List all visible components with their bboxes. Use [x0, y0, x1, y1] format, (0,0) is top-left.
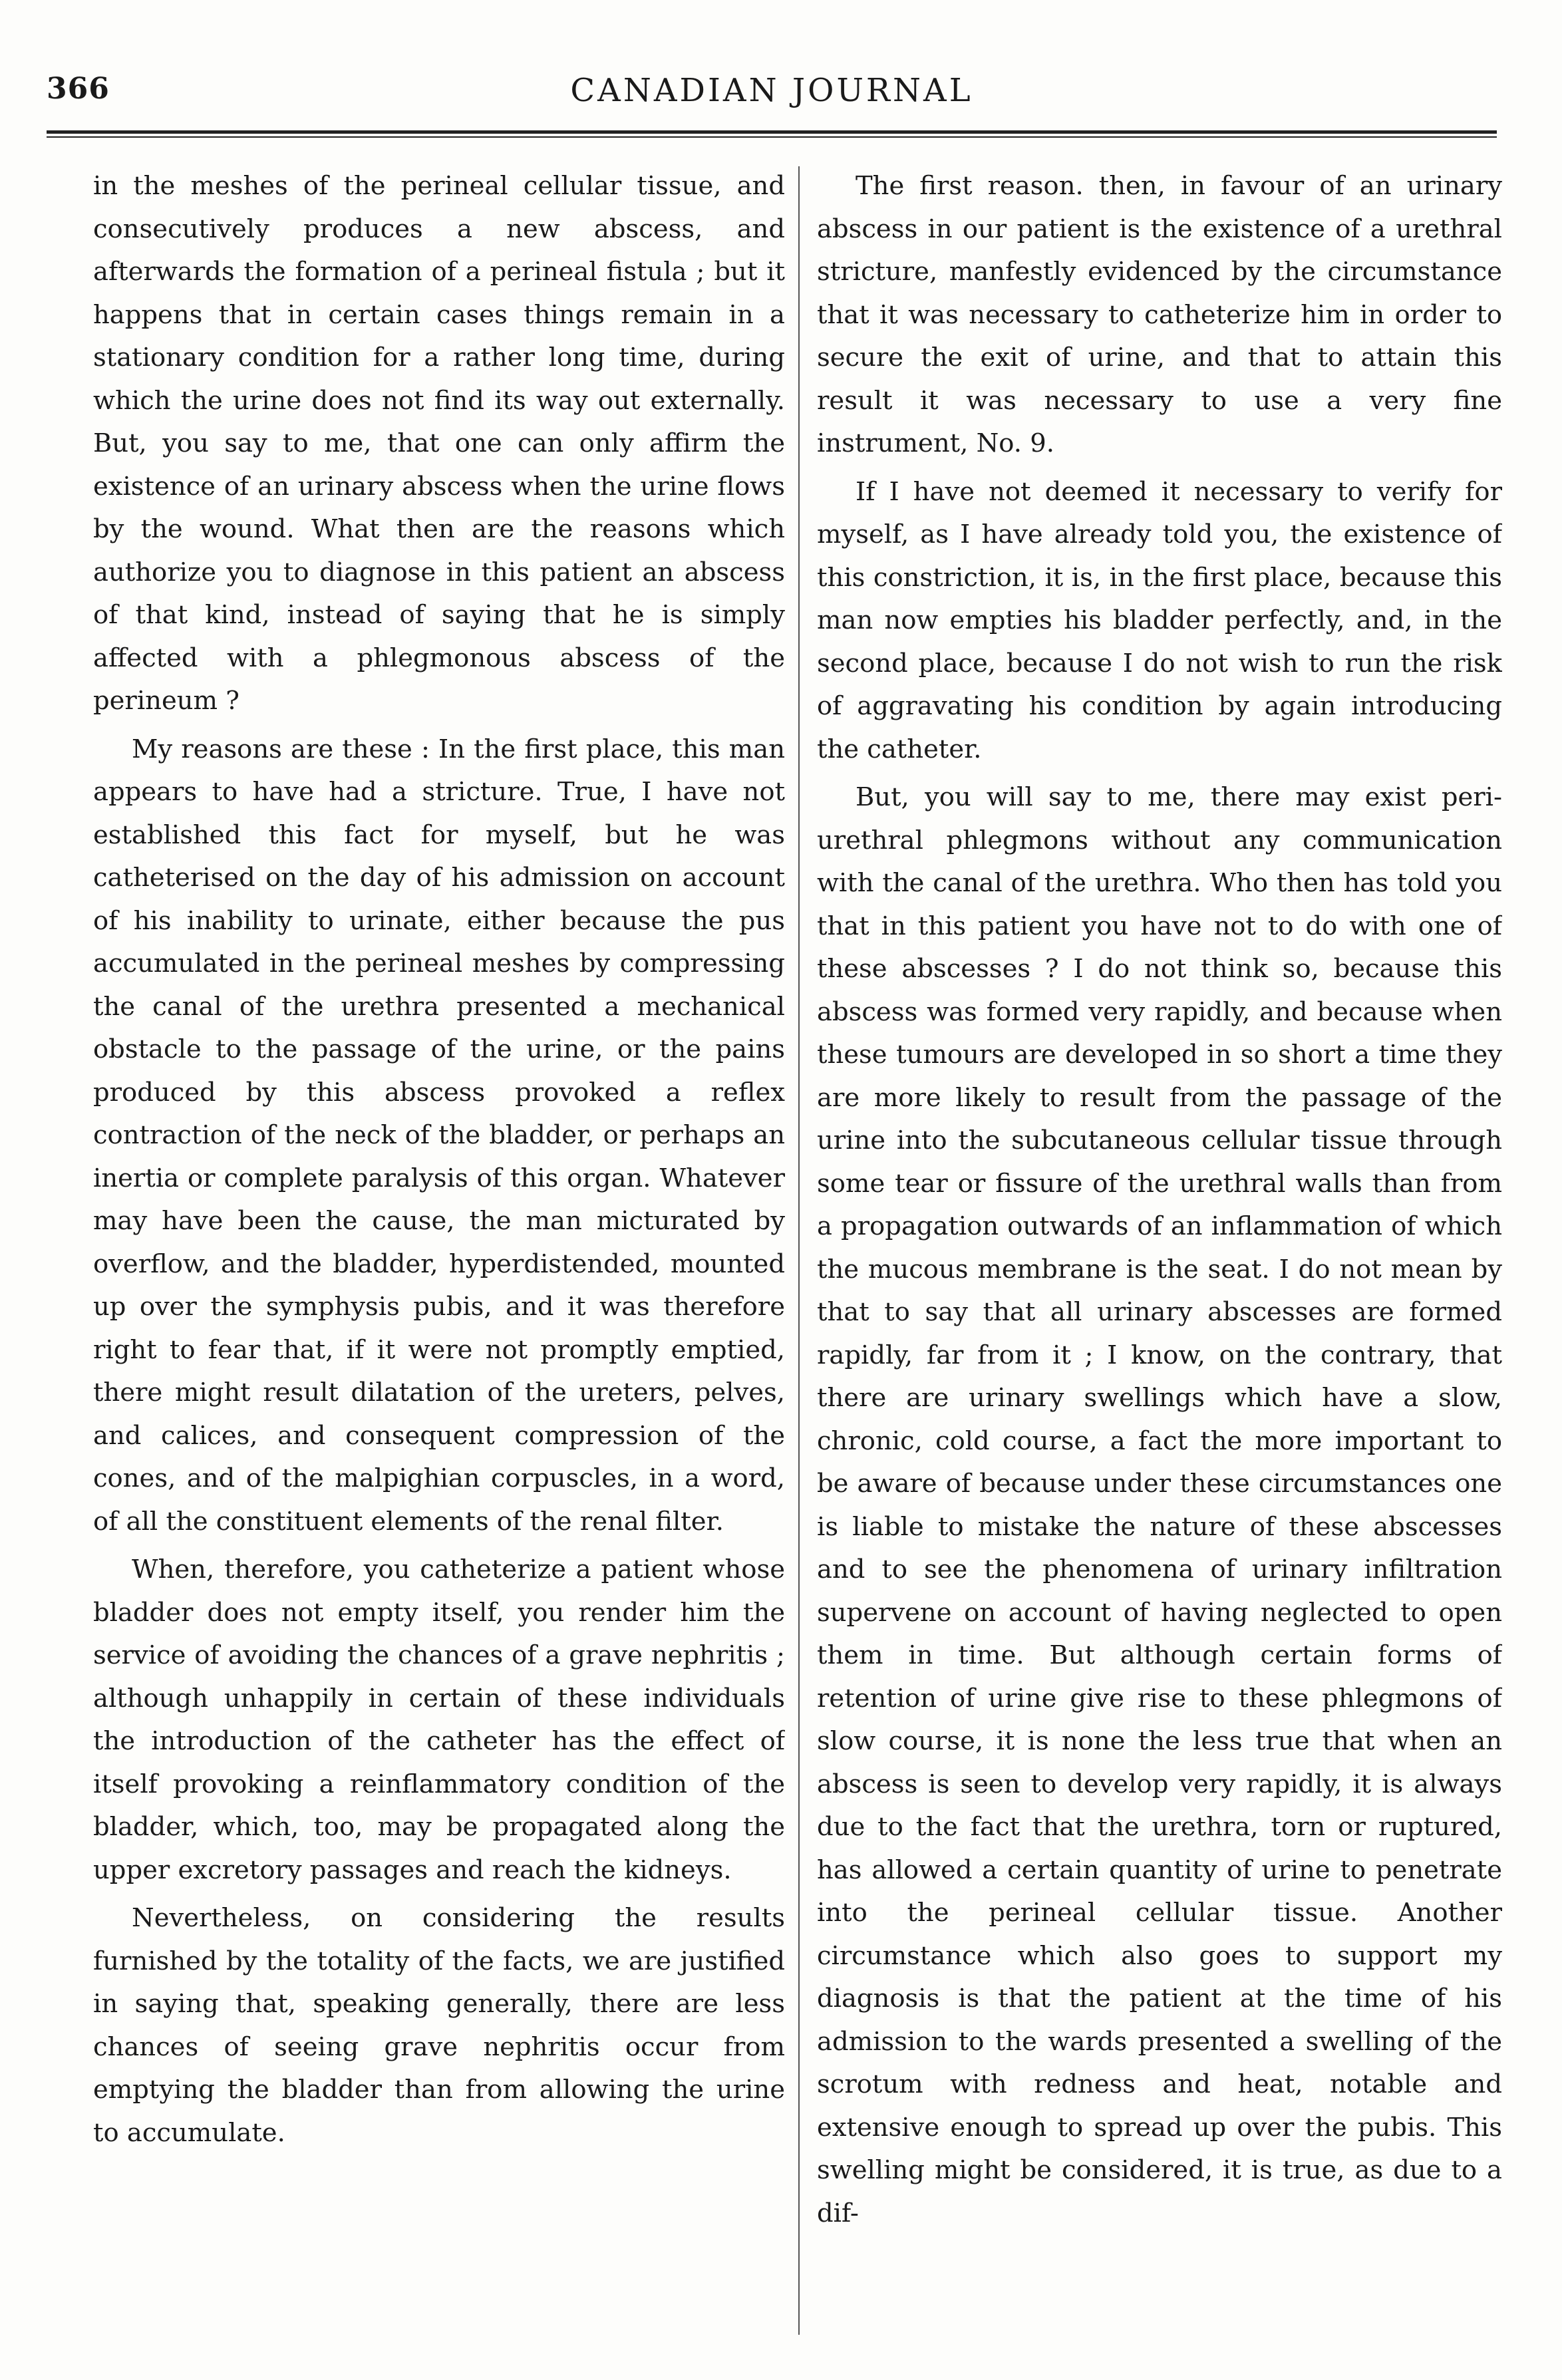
paragraph: But, you will say to me, there may exist peri-urethral phlegmons without any communication with the canal of the urethra. Who then has told you that in this patient you have not to do with one of these abscesses ? I do not think so, because this abscess was formed very rapidly, and because when these tumours are developed in so short a time they are more likely to result from the passage of the urine into the subcutaneous cellular tissue through some tear or fissure of the urethral walls than from a propagation outwards of an inflammation of which the mucous membrane is the seat. I do not mean by that to say that all urinary abscesses are formed rapidly, far from it ; I know, on the contrary, that there are urinary swellings which have a slow, chronic, cold course, a fact the more important to be aware of because under these circumstances one is liable to mistake the nature of these abscesses and to see the phenomena of urinary infiltration supervene on account of having neglected to open them in time. But although certain forms of retention of urine give rise to these phlegmons of slow course, it is none the less true that when an abscess is seen to develop very rapidly, it is always due to the fact that the urethra, torn or ruptured, has allowed a certain quantity of urine to penetrate into the perineal cellular tissue. Another circumstance which also goes to support my diagnosis is that the patient at the time of his admission to the wards presented a swelling of the scrotum with redness and heat, notable and extensive enough to spread up over the pubis. This swelling might be considered, it is true, as due to a dif- [817, 782, 1502, 2228]
header-rule-thin [47, 136, 1497, 138]
paragraph: The first reason. then, in favour of an urinary abscess in our patient is the existence of a urethral stricture, manfestly evidenced by the circumstance that it was necessary to catheterize him in order to secure the exit of urine, and that to attain this result it was necessary to use a very fine instrument, No. 9. [817, 171, 1502, 458]
header-rule [47, 130, 1497, 134]
page-number: 366 [47, 72, 110, 106]
running-title: CANADIAN JOURNAL [570, 72, 973, 109]
paragraph: If I have not deemed it necessary to verify for myself, as I have already told you, the existence of this constriction, it is, in the first place, because this man now empties his bladder perfectly, and, in the second place, because I do not wish to run the risk of aggravating his condition by again introducing the catheter. [817, 476, 1502, 764]
page-header [47, 72, 1497, 125]
paragraph: Nevertheless, on considering the results furnished by the totality of the facts, we are justified in saying that, speaking generally, there are less chances of seeing grave nephritis occur from emptying the bladder than from allowing the urine to accumulate. [93, 1903, 785, 2148]
paragraph: When, therefore, you catheterize a patient whose bladder does not empty itself, you render him the service of avoiding the chances of a grave nephritis ; although unhappily in certain of these individuals the introduction of the catheter has the effect of itself provoking a reinflammatory condition of the bladder, which, too, may be propagated along the upper excretory passages and reach the kidneys. [93, 1555, 785, 1885]
right-column [817, 165, 1502, 2347]
paragraph: My reasons are these : In the first place, this man appears to have had a stricture. True, I have not established this fact for myself, but he was catheterised on the day of his admission on account of his inability to urinate, either because the pus accumulated in the perineal meshes by compressing the canal of the urethra presented a mechanical obstacle to the passage of the urine, or the pains produced by this abscess provoked a reflex contraction of the neck of the bladder, or perhaps an inertia or complete paralysis of this organ. Whatever may have been the cause, the man micturated by overflow, and the bladder, hyperdistended, mounted up over the symphysis pubis, and it was therefore right to fear that, if it were not promptly emptied, there might result dilatation of the ureters, pelves, and calices, and consequent compression of the cones, and of the malpighian corpuscles, in a word, of all the constituent elements of the renal filter. [93, 734, 785, 1537]
paragraph: in the meshes of the perineal cellular tissue, and consecutively produces a new abscess, and afterwards the formation of a perineal fistula ; but it happens that in certain cases things remain in a stationary condition for a rather long time, during which the urine does not find its way out externally. But, you say to me, that one can only affirm the existence of an urinary abscess when the urine flows by the wound. What then are the reasons which authorize you to diagnose in this patient an abscess of that kind, instead of saying that he is simply affected with a phlegmonous abscess of the perineum ? [93, 171, 785, 716]
left-column [93, 165, 785, 2347]
column-divider [798, 166, 800, 2335]
